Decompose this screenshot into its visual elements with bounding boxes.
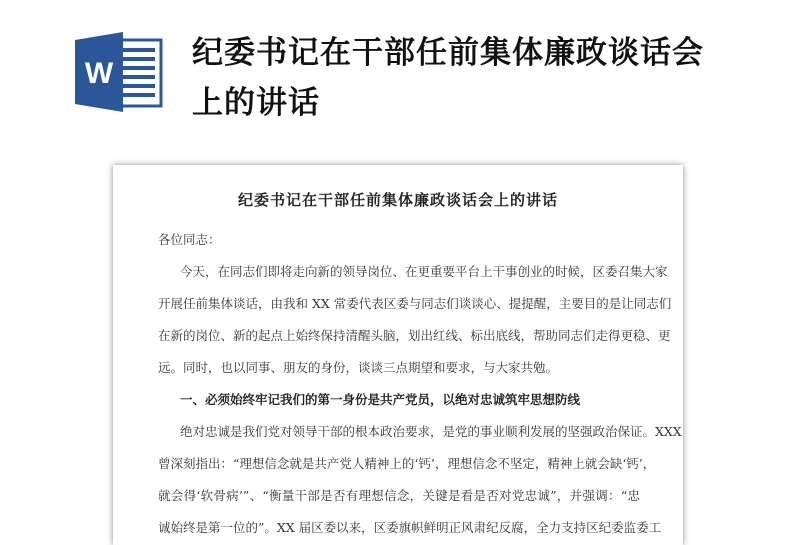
paragraph-line: 各位同志： xyxy=(158,232,221,247)
page-title: 纪委书记在干部任前集体廉政谈话会上的讲话 xyxy=(192,35,704,121)
word-logo-letter: W xyxy=(84,57,114,90)
word-document-icon xyxy=(75,32,163,112)
paragraph-line: 曾深刻指出：“理想信念就是共产党人精神上的‘钙’，理想信念不坚定，精神上就会缺‘钙’， xyxy=(158,456,656,471)
paragraph-line: 今天，在同志们即将走向新的领导岗位、在更重要平台上干事创业的时候，区委召集大家 xyxy=(180,264,668,279)
paragraph-line: 就会得‘软骨病’”、“衡量干部是否有理想信念，关键是看是否对党忠诚”，并强调：“忠 xyxy=(158,488,640,503)
paragraph-line: 远。同时，也以同事、朋友的身份，谈谈三点期望和要求，与大家共勉。 xyxy=(158,360,559,375)
section-heading: 一、必须始终牢记我们的第一身份是共产党员，以绝对忠诚筑牢思想防线 xyxy=(180,392,581,407)
paragraph-line: 在新的岗位、新的起点上始终保持清醒头脑，划出红线、标出底线，帮助同志们走得更稳、更 xyxy=(158,328,671,343)
paragraph-line: 开展任前集体谈话，由我和 XX 常委代表区委与同志们谈谈心、提提醒，主要目的是让同志们 xyxy=(158,296,672,311)
paragraph-line: 诚始终是第一位的”。XX 届区委以来，区委旗帜鲜明正风肃纪反腐，全力支持区纪委监委工 xyxy=(158,520,662,535)
document-title: 纪委书记在干部任前集体廉政谈话会上的讲话 xyxy=(237,191,558,209)
document-preview xyxy=(113,165,683,545)
paragraph-line: 绝对忠诚是我们党对领导干部的根本政治要求，是党的事业顺利发展的坚强政治保证。XXX xyxy=(180,424,682,439)
